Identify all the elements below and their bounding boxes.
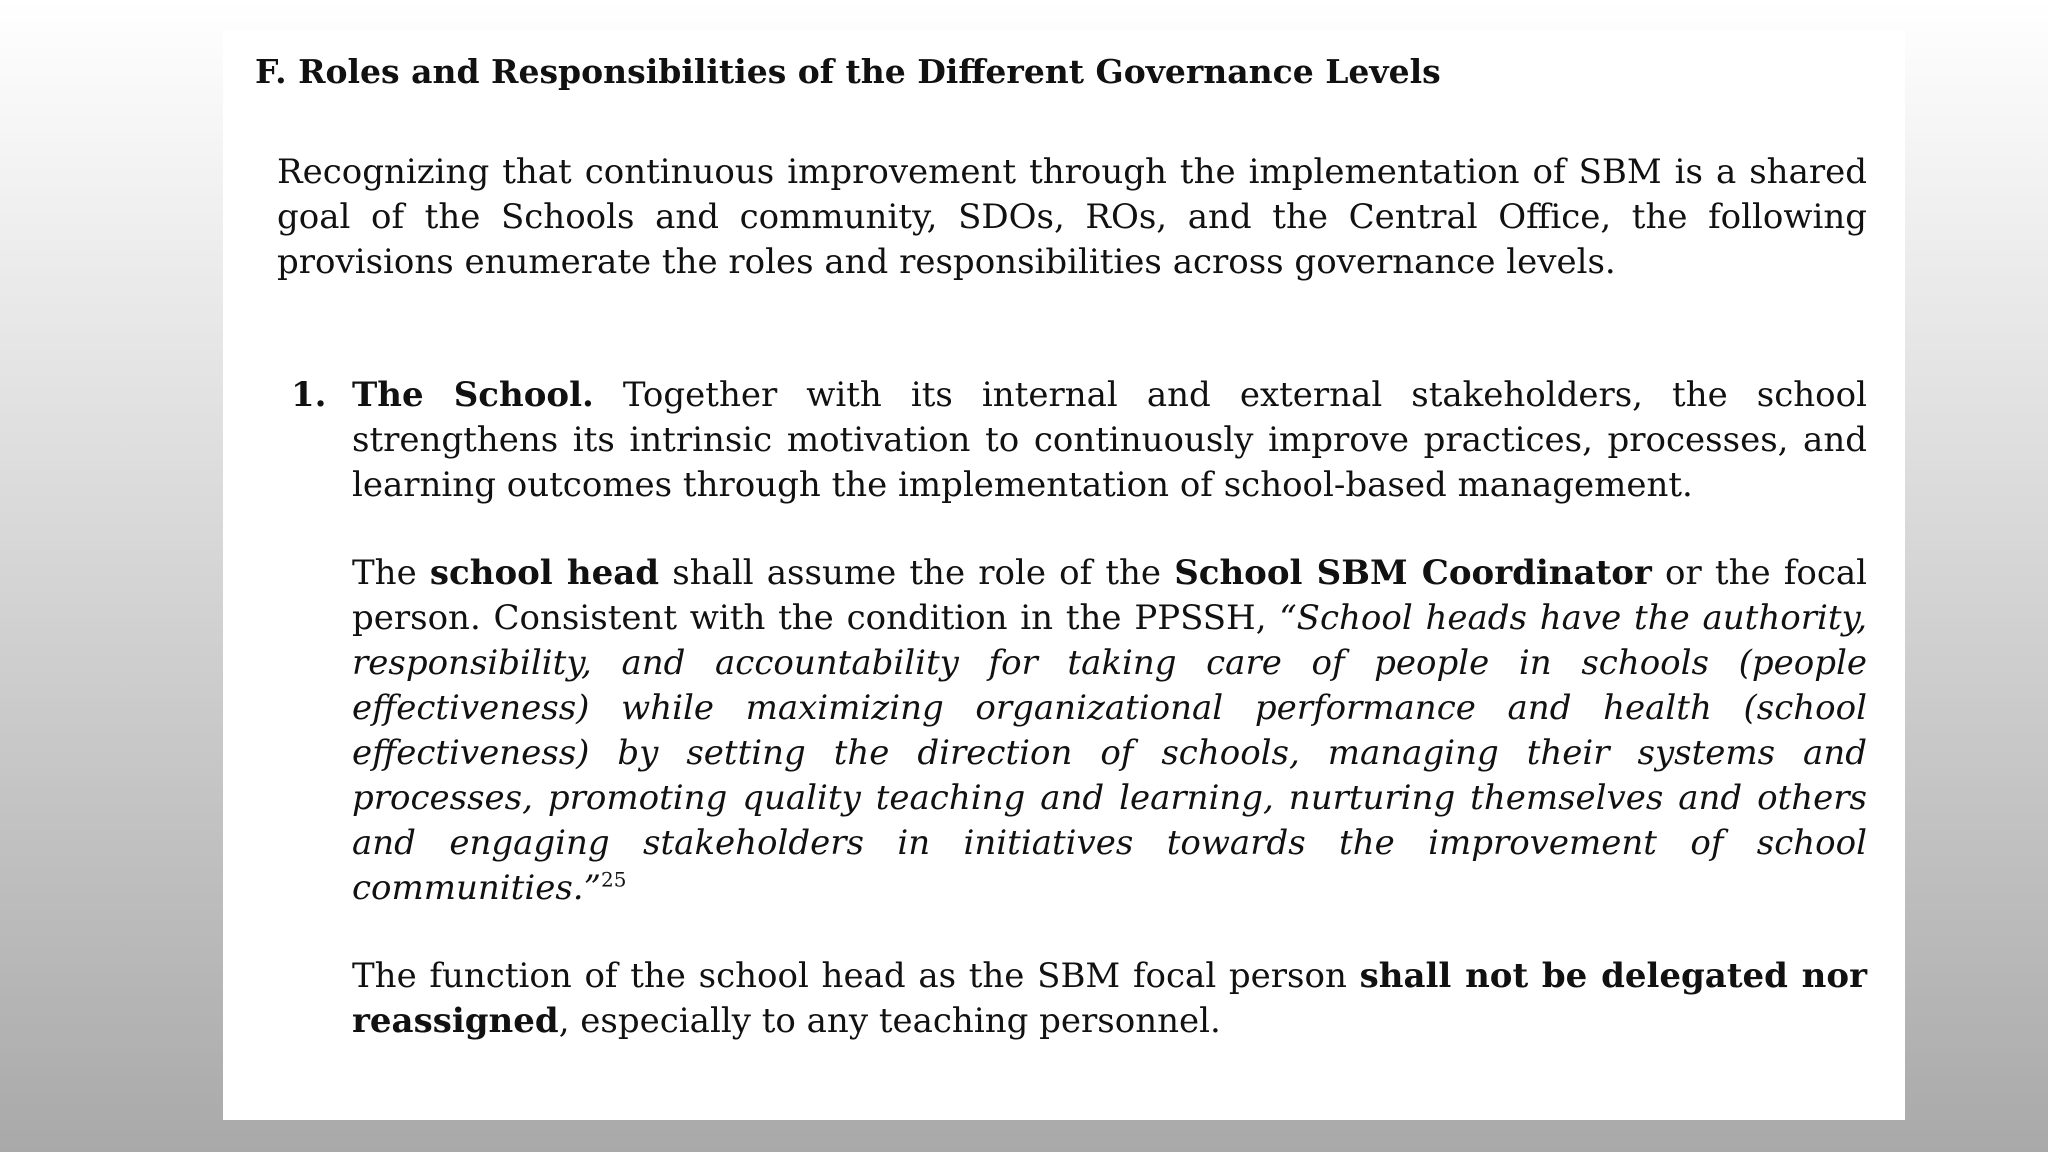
footnote-marker: 25 bbox=[600, 867, 627, 892]
school-paragraph bbox=[352, 373, 1867, 508]
document-page bbox=[223, 30, 1905, 1120]
intro-paragraph: Recognizing that continuous improvement through the implementation of SBM is a shared goal of the Schools and community, SDOs, ROs, and the Central Office, the following provisions enumerate the roles and responsibilities across governance levels. bbox=[277, 152, 1867, 282]
ppssh-quote: “School heads have the authority, responsibility, and accountability for taking care of people in schools (people effectiveness) while maximizing organizational performance and health (school effectiveness) by setting the direction of schools, managing their systems and processes, promoting quality teaching and learning, nurturing themselves and others and engaging stakeholders in initiatives towards the improvement of school communities.” bbox=[352, 598, 1867, 908]
delegation-text-a: The function of the school head as the SBM focal person bbox=[352, 956, 1360, 996]
school-title: The School. bbox=[352, 375, 594, 415]
section-heading: F. Roles and Responsibilities of the Different Governance Levels bbox=[255, 52, 1441, 91]
delegation-bold: shall not be delegated nor reassigned bbox=[352, 956, 1867, 1041]
school-description: Together with its internal and external stakeholders, the school strengthens its intrinsic motivation to continuously improve practices, processes, and learning outcomes through the implementation of school-based management. bbox=[352, 375, 1867, 505]
school-head-term: school head bbox=[429, 553, 660, 593]
school-head-text-a: The bbox=[352, 553, 430, 593]
delegation-text-b: , especially to any teaching personnel. bbox=[558, 1001, 1221, 1041]
list-item-number: 1. bbox=[291, 375, 327, 415]
list-item-body bbox=[352, 373, 1867, 1087]
school-head-text-c: or the focal person. Consistent with the condition in the PPSSH, bbox=[352, 553, 1867, 638]
school-head-text-b: shall assume the role of the bbox=[659, 553, 1175, 593]
school-head-paragraph bbox=[352, 551, 1867, 911]
coordinator-term: School SBM Coordinator bbox=[1174, 553, 1652, 593]
delegation-paragraph bbox=[352, 954, 1867, 1044]
